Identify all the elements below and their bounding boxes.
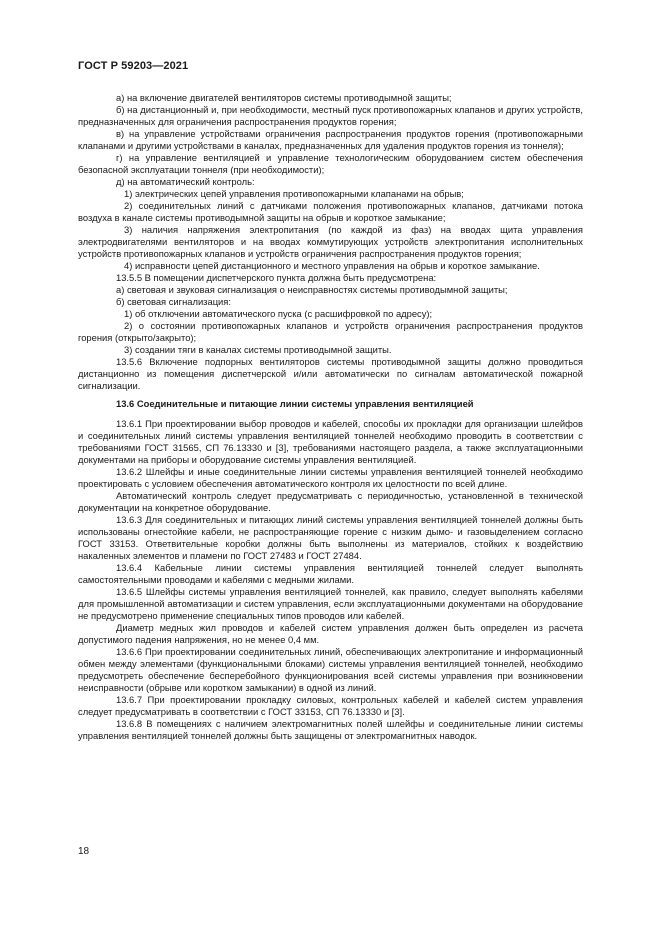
- paragraph: а) на включение двигателей вентиляторов системы противодымной защиты;: [116, 92, 452, 103]
- paragraph: 13.6.2 Шлейфы и иные соединительные линии системы управления вентиляцией тоннелей необходимо проектировать с условием обеспечения автоматического контроля их целостности по всей длине.: [78, 466, 583, 489]
- paragraph: д) на автоматический контроль:: [116, 176, 255, 187]
- paragraph: 13.6.5 Шлейфы системы управления вентиляцией тоннелей, как правило, следует выполнять кабелями для промышленной автоматизации и систем управления, если эксплуатационными документами на оборудование не предусмотрено применение специальных типов проводов или кабелей.: [78, 586, 583, 621]
- paragraph: б) на дистанционный и, при необходимости, местный пуск противопожарных клапанов и других устройств, предназначенных для ограничения распространения продуктов горения;: [78, 104, 583, 127]
- paragraph: 13.6.3 Для соединительных и питающих линий системы управления вентиляцией тоннелей должны быть использованы огнестойкие кабели, не распространяющие горение с низким дымо- и газовыделением согласно ГОСТ 33153. Ответвительные коробки должны быть выполнены из материалов, стойких к воздействию накаленных элементов и пламени по ГОСТ 27483 и ГОСТ 27484.: [78, 514, 583, 561]
- paragraph: 13.6.6 При проектировании соединительных линий, обеспечивающих электропитание и информационный обмен между элементами (функциональными блоками) системы управления вентиляцией тоннелей, необходимо предусмотреть обеспечение бесперебойного функционирования всей системы управления при возникновении неисправности (обрыве или коротком замыкании) в одной из линий.: [78, 646, 583, 693]
- document-header: ГОСТ Р 59203—2021: [78, 60, 189, 72]
- paragraph: 13.5.5 В помещении диспетчерского пункта должна быть предусмотрена:: [116, 272, 437, 283]
- paragraph: Диаметр медных жил проводов и кабелей систем управления должен быть определен из расчета допустимого падения напряжения, но не менее 0,4 мм.: [78, 622, 583, 645]
- paragraph: в) на управление устройствами ограничения распространения продуктов горения (противопожарными клапанами и другими устройствами в каналах, предназначенных для удаления продуктов горения из тоннеля);: [78, 128, 583, 151]
- paragraph: 13.6.1 При проектировании выбор проводов и кабелей, способы их прокладки для организации шлейфов и соединительных линий системы управления вентиляцией тоннелей необходимо проводить в соответствии с требованиями ГОСТ 31565, СП 76.13330 и [3], требованиями настоящего раздела, а также эксплуатационными документами на приборы и оборудование системы управления вентиляцией.: [78, 418, 583, 465]
- paragraph: 13.6.7 При проектировании прокладку силовых, контрольных кабелей и кабелей систем управления следует предусматривать в соответствии с ГОСТ 33153, СП 76.13330 и [3].: [78, 694, 583, 717]
- paragraph: 1) электрических цепей управления противопожарными клапанами на обрыв;: [124, 188, 464, 199]
- paragraph: 13.6.8 В помещениях с наличием электромагнитных полей шлейфы и соединительные линии системы управления вентиляцией тоннелей должны быть защищены от электромагнитных наводок.: [78, 718, 583, 741]
- paragraph: г) на управление вентиляцией и управление технологическим оборудованием систем обеспечения безопасной эксплуатации тоннеля (при необходимости);: [78, 152, 583, 175]
- paragraph: 2) о состоянии противопожарных клапанов и устройств ограничения распространения продуктов горения (открыто/закрыто);: [78, 320, 583, 343]
- paragraph: 3) создании тяги в каналах системы противодымной защиты.: [124, 344, 392, 355]
- paragraph: Автоматический контроль следует предусматривать с периодичностью, установленной в технической документации на конкретное оборудование.: [78, 490, 583, 513]
- paragraph: 2) соединительных линий с датчиками положения противопожарных клапанов, датчиками потока воздуха в канале системы противодымной защиты на обрыв и короткое замыкание;: [78, 200, 583, 223]
- paragraph: а) световая и звуковая сигнализация о неисправностях системы противодымной защиты;: [116, 284, 508, 295]
- paragraph: 13.6.4 Кабельные линии системы управления вентиляцией тоннелей следует выполнять самостоятельными проводами и кабелями с медными жилами.: [78, 562, 583, 585]
- paragraph: 4) исправности цепей дистанционного и местного управления на обрыв и короткое замыкание.: [124, 260, 540, 271]
- page-number: 18: [78, 846, 90, 857]
- paragraph: б) световая сигнализация:: [116, 296, 231, 307]
- document-body: [78, 92, 583, 742]
- section-heading-13-6: 13.6 Соединительные и питающие линии системы управления вентиляцией: [116, 398, 474, 409]
- paragraph: 3) наличия напряжения электропитания (по каждой из фаз) на вводах щита управления электродвигателями вентиляторов и на вводах коммутирующих устройств электропитания исполнительных устройств противопожарных клапанов и устройств ограничения распространения продуктов горения;: [78, 224, 583, 259]
- paragraph: 1) об отключении автоматического пуска (с расшифровкой по адресу);: [124, 308, 433, 319]
- list-13-5: [78, 92, 583, 392]
- section-13-6-body: [78, 418, 583, 742]
- paragraph: 13.5.6 Включение подпорных вентиляторов системы противодымной защиты должно проводиться дистанционно из помещения диспетчерской и/или автоматически по сигналам автоматической пожарной сигнализации.: [78, 356, 583, 391]
